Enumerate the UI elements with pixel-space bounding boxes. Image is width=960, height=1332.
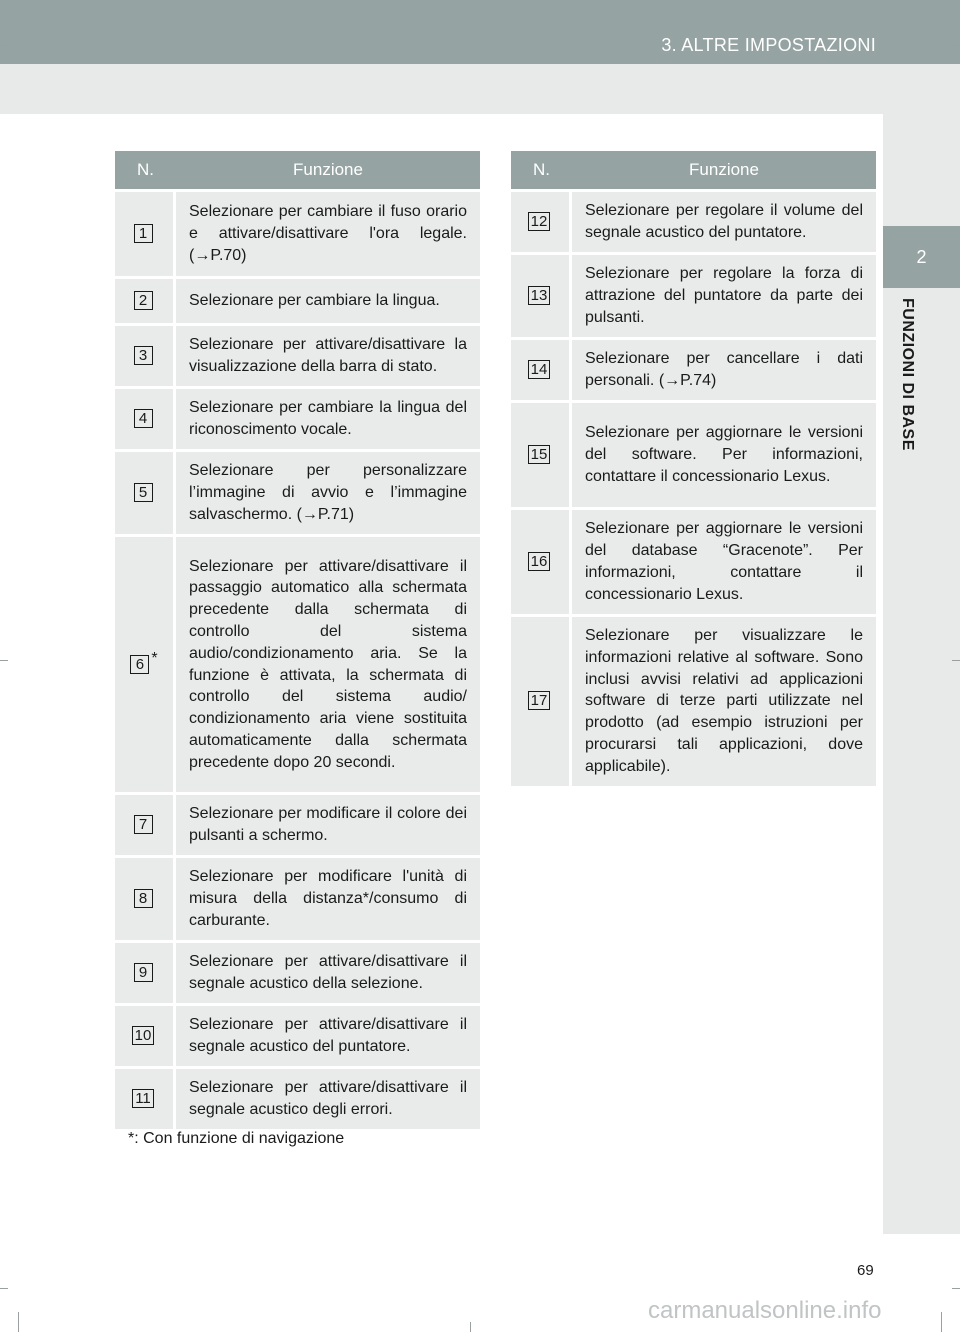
- table-row: [115, 1006, 480, 1066]
- item-number-badge: 11: [132, 1089, 154, 1108]
- watermark: carmanualsonline.info: [648, 1297, 882, 1324]
- function-description: Selezionare per aggiornare le versioni del software. Per informazioni, contattare il concessionario Lexus.: [572, 403, 876, 507]
- function-description: Selezionare per visualizzare le informazioni relative al software. Sono inclusi avvisi relativi ad applicazioni software di terze parti utilizzate nel prodotto (ad esempio istruzioni per procurarsi tali applicazioni, dove applicabile).: [572, 617, 876, 786]
- function-table-left: [115, 148, 480, 1132]
- function-description: Selezionare per attivare/disattivare il passaggio automatico alla schermata precedente dalla schermata di controllo del sistema audio/condizionamento aria. Se la funzione è attivata, la schermata di controllo del sistema audio/ condizionamento aria viene sostituita automaticamente dalla schermata precedente dopo 20 secondi.: [176, 537, 480, 792]
- crop-mark: [952, 660, 960, 661]
- table-row: [115, 943, 480, 1003]
- function-description: Selezionare per cambiare il fuso orario e attivare/disattivare l'ora legale. (→P.70): [176, 192, 480, 276]
- table-row: [511, 255, 876, 337]
- header-sub-band: [0, 64, 960, 114]
- crop-mark: [0, 1288, 8, 1289]
- function-description: Selezionare per modificare l'unità di misura della distanza*/consumo di carburante.: [176, 858, 480, 940]
- table-row: [115, 795, 480, 855]
- function-description: Selezionare per regolare il volume del segnale acustico del puntatore.: [572, 192, 876, 252]
- table-row: [115, 192, 480, 276]
- table-row: [511, 510, 876, 614]
- function-table-right: [511, 148, 876, 789]
- function-description: Selezionare per personalizzare l’immagine di avvio e l’immagine salvaschermo. (→P.71): [176, 452, 480, 534]
- crop-mark: [941, 1312, 942, 1332]
- function-description: Selezionare per attivare/disattivare il segnale acustico del puntatore.: [176, 1006, 480, 1066]
- table-row: [511, 192, 876, 252]
- function-description: Selezionare per cambiare la lingua del riconoscimento vocale.: [176, 389, 480, 449]
- table-header-row: [511, 151, 876, 189]
- item-number-badge: 12: [528, 212, 551, 231]
- item-number-badge: 3: [134, 346, 153, 365]
- table-row: [511, 617, 876, 786]
- function-description: Selezionare per attivare/disattivare il segnale acustico degli errori.: [176, 1069, 480, 1129]
- crop-mark: [0, 660, 8, 661]
- table-row: [115, 389, 480, 449]
- chapter-label: FUNZIONI DI BASE: [899, 298, 916, 451]
- column-header-function: Funzione: [572, 151, 876, 189]
- item-number-badge: 17: [528, 691, 551, 710]
- item-number-badge: 1: [134, 224, 153, 243]
- crop-mark: [470, 1322, 471, 1332]
- item-number-badge: 7: [134, 815, 153, 834]
- table-row: [115, 537, 480, 792]
- table-row: [115, 858, 480, 940]
- item-number-badge: 5: [134, 483, 153, 502]
- column-header-number: N.: [115, 151, 176, 189]
- item-number-badge: 16: [528, 552, 551, 571]
- header-band: [0, 0, 960, 64]
- crop-mark: [18, 1312, 19, 1332]
- function-description: Selezionare per attivare/disattivare la visualizzazione della barra di stato.: [176, 326, 480, 386]
- function-description: Selezionare per attivare/disattivare il segnale acustico della selezione.: [176, 943, 480, 1003]
- item-number-badge: 10: [132, 1026, 155, 1045]
- item-number-badge: 4: [134, 409, 153, 428]
- chapter-number: 2: [883, 226, 960, 288]
- crop-mark: [952, 45, 960, 46]
- table-row: [115, 1069, 480, 1129]
- item-number-badge: 13: [528, 286, 551, 305]
- table-row: [511, 403, 876, 507]
- item-number-badge: 9: [134, 963, 153, 982]
- crop-mark: [952, 1288, 960, 1289]
- page-number: 69: [857, 1262, 874, 1279]
- function-description: Selezionare per cambiare la lingua.: [176, 279, 480, 323]
- table-row: [115, 452, 480, 534]
- item-number-badge: 15: [528, 445, 551, 464]
- navigation-mark: *: [151, 649, 158, 667]
- crop-mark: [0, 45, 8, 46]
- function-description: Selezionare per aggiornare le versioni del database “Gracenote”. Per informazioni, contattare il concessionario Lexus.: [572, 510, 876, 614]
- function-description: Selezionare per cancellare i dati personali. (→P.74): [572, 340, 876, 400]
- item-number-badge: 8: [134, 889, 153, 908]
- table-row: [511, 340, 876, 400]
- table-header-row: [115, 151, 480, 189]
- column-header-number: N.: [511, 151, 572, 189]
- footnote: *: Con funzione di navigazione: [128, 1130, 345, 1147]
- table-row: [115, 279, 480, 323]
- item-number-badge: 6: [130, 655, 149, 674]
- section-title: 3. ALTRE IMPOSTAZIONI: [661, 35, 876, 55]
- table-row: [115, 326, 480, 386]
- function-description: Selezionare per regolare la forza di attrazione del puntatore da parte dei pulsanti.: [572, 255, 876, 337]
- function-description: Selezionare per modificare il colore dei pulsanti a schermo.: [176, 795, 480, 855]
- item-number-badge: 2: [134, 291, 153, 310]
- item-number-badge: 14: [528, 360, 551, 379]
- column-header-function: Funzione: [176, 151, 480, 189]
